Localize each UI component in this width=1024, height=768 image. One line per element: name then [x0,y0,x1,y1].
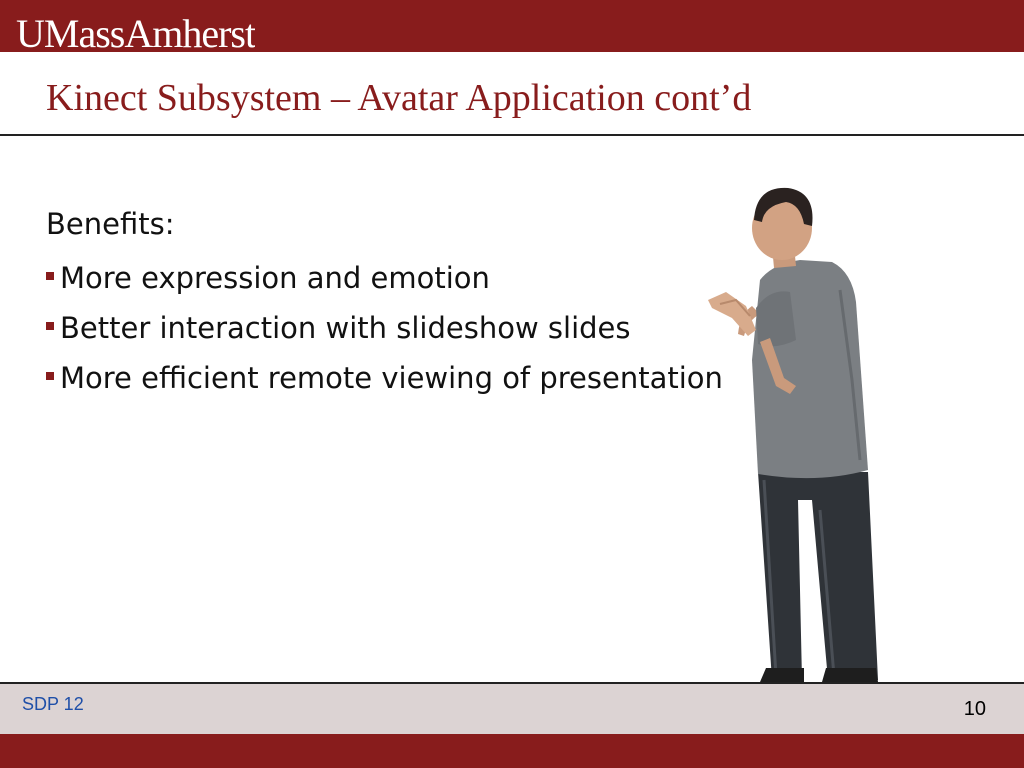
benefits-heading: Benefits: [46,207,175,241]
bullet-text: More efficient remote viewing of presentation [60,361,723,395]
bottom-banner [0,734,1024,768]
top-banner [0,0,1024,52]
slide-title: Kinect Subsystem – Avatar Application cont’d [46,77,752,119]
slide-body [46,200,726,398]
umass-logo: UMassAmherst [16,14,256,52]
page-number: 10 [963,698,986,720]
bullet-item [46,258,726,298]
footer-course-label: SDP 12 [22,694,84,714]
bullet-item [46,308,726,348]
title-divider [0,134,1024,136]
bullet-item [46,358,726,398]
bullet-text: Better interaction with slideshow slides [60,311,631,345]
avatar-person-image [700,180,890,682]
square-bullet-icon [46,322,54,330]
square-bullet-icon [46,372,54,380]
square-bullet-icon [46,272,54,280]
bullet-text: More expression and emotion [60,261,490,295]
footer-band [0,684,1024,734]
